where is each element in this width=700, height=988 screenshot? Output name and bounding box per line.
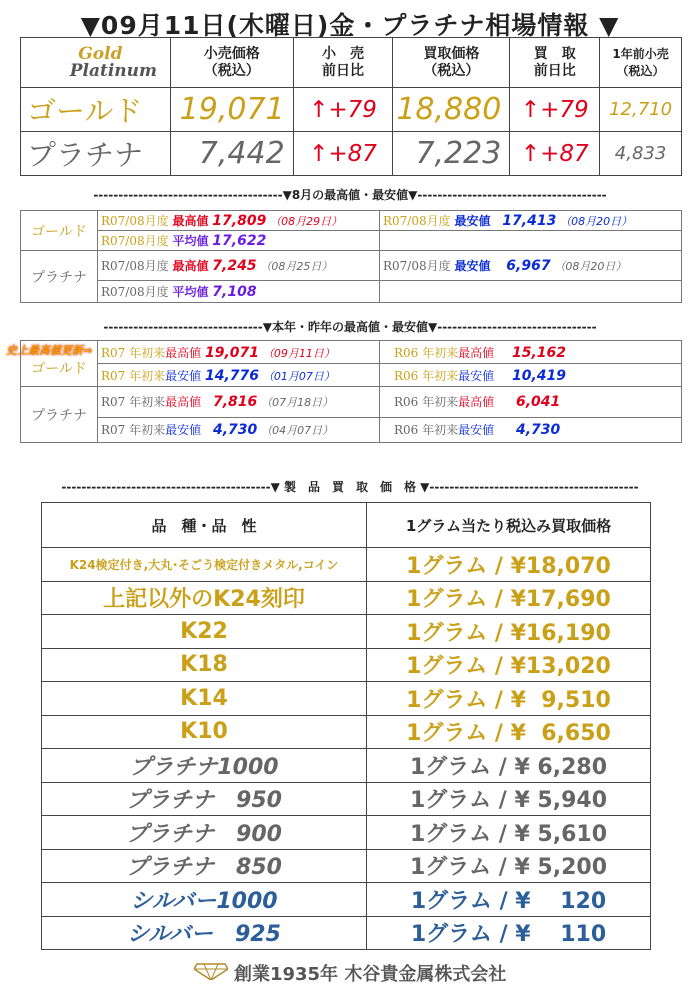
- product-name: プラチナ 900: [42, 816, 367, 850]
- month-plat-low: 6,967: [506, 258, 551, 275]
- year-gold-label: ゴールド: [21, 341, 98, 387]
- year-gold-r07-high: 19,071: [204, 344, 259, 361]
- header-buy: 買取価格 （税込）: [393, 38, 510, 88]
- year-high-label: 最高値: [458, 395, 495, 410]
- year-low-label: 最安値: [165, 368, 202, 383]
- month-heading: --------------------------------------▼8月の最高値・最安値▼--------------------------------------: [93, 188, 607, 202]
- page-title: ▼09月11日(木曜日)金・プラチナ相場情報 ▼: [80, 11, 620, 40]
- month-gold-low-date: （08月20日）: [560, 215, 633, 228]
- year-gold-r06-low: 10,419: [511, 367, 566, 384]
- product-price: 1グラム / ¥16,190: [367, 615, 651, 649]
- product-price: 1グラム / ¥17,690: [367, 581, 651, 615]
- year-gold-r07-high-date: （09月11日）: [262, 346, 335, 360]
- gold-retail-change: ↑+79: [293, 88, 393, 132]
- price-table: [20, 37, 682, 176]
- year-high-label: 最高値: [165, 345, 202, 360]
- product-header-price: 1グラム当たり税込み買取価格: [367, 503, 651, 548]
- year-plat-r07-high-date: （07月18日）: [261, 396, 334, 410]
- plat-buy-change: ↑+87: [510, 132, 600, 176]
- year-plat-label: プラチナ: [21, 387, 98, 443]
- product-row: [42, 715, 651, 749]
- product-row: [42, 682, 651, 716]
- year-r06: R06 年初来: [394, 395, 459, 410]
- product-row: [42, 581, 651, 615]
- product-name: シルバー1000: [42, 883, 367, 917]
- product-name: K18: [42, 648, 367, 682]
- product-price: 1グラム / ¥ 6,650: [367, 715, 651, 749]
- month-gold-low: 17,413: [502, 213, 557, 229]
- company-name: 創業1935年 木谷貴金属株式会社: [233, 964, 507, 985]
- diamond-crest-icon: [194, 964, 234, 985]
- month-period: R07/08月度: [101, 234, 169, 248]
- month-high-label: 最高値: [172, 214, 209, 228]
- month-plat-row-2: [21, 281, 682, 303]
- month-gold-avg: 17,622: [212, 233, 267, 249]
- year-table: [20, 340, 682, 443]
- year-plat-r06-low: 4,730: [515, 422, 561, 439]
- product-header-name: 品 種・品 性: [42, 503, 367, 548]
- product-row: [42, 782, 651, 816]
- plat-buy: 7,223: [393, 132, 510, 176]
- footer: [0, 960, 700, 986]
- plat-year-ago: 4,833: [600, 132, 682, 176]
- year-r07: R07 年初来: [101, 423, 166, 438]
- year-low-label: 最安値: [165, 423, 202, 438]
- product-heading: ------------------------------------------▼ 製 品 買 取 価 格 ▼------------------------------------------: [61, 480, 639, 494]
- year-plat-row-2: [21, 417, 682, 442]
- product-price: 1グラム / ¥ 5,200: [367, 849, 651, 883]
- product-price: 1グラム / ¥13,020: [367, 648, 651, 682]
- product-header-row: [42, 503, 651, 548]
- month-plat-high-date: （08月25日）: [260, 260, 333, 274]
- month-table: [20, 210, 682, 303]
- year-r06: R06 年初来: [394, 368, 459, 383]
- year-r07: R07 年初来: [101, 395, 166, 410]
- product-name: プラチナ 850: [42, 849, 367, 883]
- year-plat-row-1: [21, 387, 682, 418]
- product-row: [42, 883, 651, 917]
- product-price: 1グラム / ¥ 6,280: [367, 749, 651, 783]
- year-gold-r07-low-date: （01月07日）: [262, 369, 335, 383]
- product-row: [42, 916, 651, 950]
- record-high-badge: 史上最高値更新⇒: [6, 344, 93, 357]
- header-retail: 小売価格 （税込）: [170, 38, 293, 88]
- year-r07: R07 年初来: [101, 345, 166, 360]
- product-name: 上記以外のK24刻印: [42, 581, 367, 615]
- product-row: [42, 648, 651, 682]
- product-row: [42, 548, 651, 582]
- year-heading: --------------------------------▼本年・昨年の最高値・最安値▼--------------------------------: [103, 320, 597, 334]
- product-name: K24検定付き,大丸･そごう検定付きメタル,コイン: [42, 548, 367, 582]
- month-avg-label: 平均値: [172, 234, 209, 248]
- header-buy-change: 買 取 前日比: [510, 38, 600, 88]
- gold-retail: 19,071: [170, 88, 293, 132]
- plat-price-row: [21, 132, 682, 176]
- brand-logo: [21, 38, 171, 88]
- month-period: R07/08月度: [383, 214, 451, 228]
- gold-price-row: [21, 88, 682, 132]
- product-name: プラチナ1000: [42, 749, 367, 783]
- month-plat-low-date: （08月20日）: [554, 260, 627, 274]
- month-gold-row-2: [21, 231, 682, 251]
- year-r06: R06 年初来: [394, 423, 459, 438]
- month-period: R07/08月度: [101, 285, 169, 300]
- year-plat-r07-low: 4,730: [212, 422, 258, 439]
- month-period: R07/08月度: [101, 214, 169, 228]
- brand-platinum: Platinum: [69, 60, 158, 81]
- product-name: K10: [42, 715, 367, 749]
- product-name: K14: [42, 682, 367, 716]
- product-price: 1グラム / ¥18,070: [367, 548, 651, 582]
- month-gold-high-date: （08月29日）: [270, 215, 343, 228]
- year-low-label: 最安値: [458, 368, 495, 383]
- product-name: シルバー 925: [42, 916, 367, 950]
- gold-buy: 18,880: [393, 88, 510, 132]
- plat-retail: 7,442: [170, 132, 293, 176]
- header-year-ago: 1年前小売 （税込）: [600, 38, 682, 88]
- year-r07: R07 年初来: [101, 368, 166, 383]
- product-price: 1グラム / ¥ 5,610: [367, 816, 651, 850]
- header-retail-change: 小 売 前日比: [293, 38, 393, 88]
- year-gold-r06-high: 15,162: [511, 344, 566, 361]
- month-period: R07/08月度: [101, 259, 169, 274]
- year-r06: R06 年初来: [394, 345, 459, 360]
- product-price-table: [41, 502, 651, 950]
- product-price: 1グラム / ¥ 9,510: [367, 682, 651, 716]
- product-name: プラチナ 950: [42, 782, 367, 816]
- month-low-label: 最安値: [454, 214, 491, 228]
- month-plat-high: 7,245: [212, 258, 257, 275]
- month-plat-label: プラチナ: [21, 251, 98, 303]
- brand-gold: Gold: [78, 43, 123, 64]
- year-plat-r06-high: 6,041: [515, 394, 561, 411]
- year-gold-row-2: [21, 364, 682, 387]
- month-plat-avg: 7,108: [212, 284, 257, 301]
- product-name: K22: [42, 615, 367, 649]
- month-gold-high: 17,809: [212, 213, 267, 229]
- product-row: [42, 615, 651, 649]
- plat-retail-change: ↑+87: [293, 132, 393, 176]
- product-price: 1グラム / ¥ 120: [367, 883, 651, 917]
- year-plat-r07-high: 7,816: [212, 394, 258, 411]
- product-price: 1グラム / ¥ 110: [367, 916, 651, 950]
- product-row: [42, 749, 651, 783]
- month-plat-row-1: [21, 251, 682, 281]
- year-high-label: 最高値: [458, 345, 495, 360]
- year-low-label: 最安値: [458, 423, 495, 438]
- price-table-header: [21, 38, 682, 88]
- gold-name: ゴールド: [21, 88, 171, 132]
- month-period: R07/08月度: [383, 259, 451, 274]
- product-row: [42, 816, 651, 850]
- gold-year-ago: 12,710: [600, 88, 682, 132]
- month-gold-label: ゴールド: [21, 211, 98, 251]
- product-row: [42, 849, 651, 883]
- month-gold-row-1: [21, 211, 682, 231]
- year-gold-r07-low: 14,776: [204, 367, 259, 384]
- year-high-label: 最高値: [165, 395, 202, 410]
- month-avg-label: 平均値: [172, 285, 209, 300]
- plat-name: プラチナ: [21, 132, 171, 176]
- month-low-label: 最安値: [454, 259, 491, 274]
- month-high-label: 最高値: [172, 259, 209, 274]
- year-gold-row-1: [21, 341, 682, 364]
- year-plat-r07-low-date: （04月07日）: [261, 424, 334, 438]
- gold-buy-change: ↑+79: [510, 88, 600, 132]
- product-price: 1グラム / ¥ 5,940: [367, 782, 651, 816]
